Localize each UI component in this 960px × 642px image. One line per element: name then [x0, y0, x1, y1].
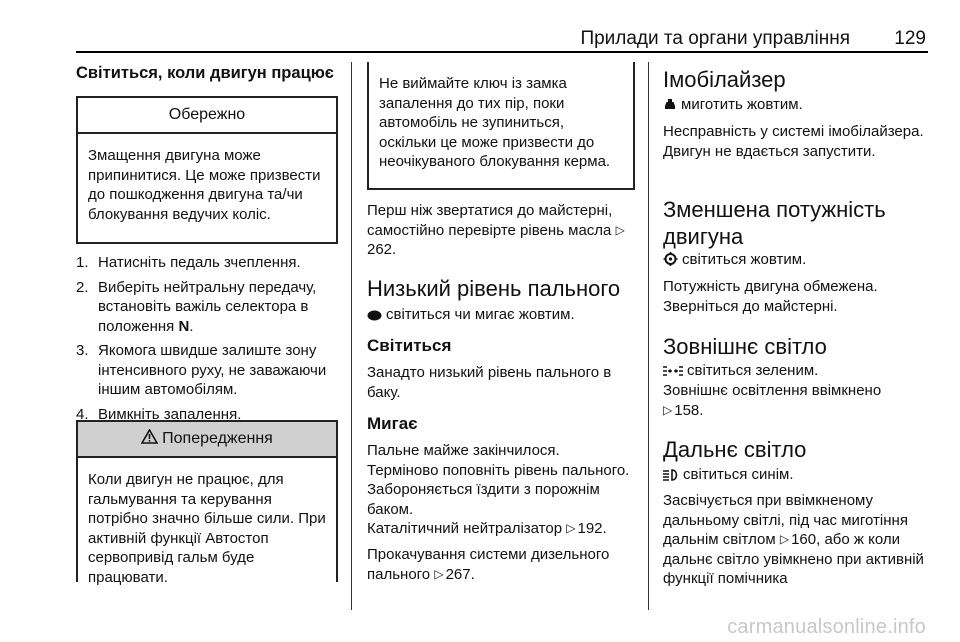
step-text-tail: .: [189, 317, 194, 335]
reduced-power-status: [663, 250, 806, 272]
step-text: Якомога швидше залиште зону інтенсивного руху, не заважаючи іншим автомобілям.: [98, 342, 327, 398]
fuel-indicator-icon: [367, 307, 382, 327]
high-beam-text-a: Засвічується при ввімкненому дальньому світлі, під час миготіння дальнім світлом: [663, 492, 908, 548]
step-number: 3.: [76, 342, 89, 359]
step-text: [98, 278, 338, 337]
engine-gear-icon: [663, 252, 678, 272]
high-beam-text-b: , або ж коли дальнє світло увімкнено при активній функції помічника: [663, 531, 924, 587]
steps-list: [76, 253, 338, 429]
page-number: 129: [894, 28, 926, 49]
column-divider-1: [351, 62, 352, 610]
caution-box: [76, 96, 338, 244]
low-fuel-heading: Низький рівень пального: [367, 276, 621, 301]
oil-check-text: Перш ніж звертатися до майстерні, самостійно перевірте рівень масла: [367, 202, 613, 239]
warning-title: Попередження: [162, 430, 273, 447]
note-box: [367, 62, 635, 190]
step-number: 4.: [76, 405, 89, 423]
warning-box: [76, 420, 338, 586]
reduced-power-heading-line1: Зменшена потужність: [663, 197, 886, 222]
immobilizer-heading: Імобілайзер: [663, 67, 786, 92]
lit-text: Занадто низький рівень пального в баку.: [367, 364, 612, 401]
section-heading: Світиться, коли двигун працює: [76, 64, 334, 82]
page-reference[interactable]: 267.: [445, 565, 475, 583]
reference-arrow-icon: ▷: [566, 521, 576, 535]
exterior-light-status: [663, 361, 818, 383]
reduced-power-text: Потужність двигуна обмежена. Зверніться до майстерні.: [663, 278, 878, 315]
immobilizer-status-text: миготить жовтим.: [681, 96, 803, 113]
page-header: [0, 0, 960, 52]
reference-arrow-icon: ▷: [434, 566, 444, 581]
note-text: Не виймайте ключ із замка запалення до тих пір, поки автомобіль не зупиниться, оскільки це може призвести до неочікуваного блокування керма.: [379, 75, 611, 170]
page-reference[interactable]: 158.: [674, 401, 704, 419]
immobilizer-text: Несправність у системі імобілайзера. Двигун не вдається запустити.: [663, 123, 924, 160]
low-fuel-status: [367, 305, 575, 327]
high-beam-status: [663, 465, 794, 487]
bleed-text: Прокачування системи дизельного пального: [367, 546, 610, 583]
warning-text: Коли двигун не працює, для гальмування та керування потрібно значно більше сили. При активній функції Автостоп сервопривід гальм буде працювати.: [88, 471, 326, 586]
exterior-light-heading: Зовнішнє світло: [663, 334, 827, 359]
side-lights-icon: [663, 363, 683, 383]
oil-check-paragraph: [367, 201, 635, 260]
reference-arrow-icon: ▷: [663, 402, 673, 417]
catalyst-text: Каталітичний нейтралізатор: [367, 520, 563, 537]
warning-triangle-icon: [141, 429, 158, 449]
list-item: [76, 341, 338, 400]
high-beam-heading: Дальнє світло: [663, 437, 807, 462]
high-beam-status-text: світиться синім.: [683, 466, 794, 483]
exterior-light-text-main: Зовнішнє освітлення ввімкнено: [663, 382, 882, 399]
lit-heading: Світиться: [367, 336, 452, 355]
reduced-power-status-text: світиться жовтим.: [682, 251, 807, 268]
page-reference[interactable]: 192.: [577, 520, 607, 537]
page-reference[interactable]: 262.: [367, 241, 397, 258]
reduced-power-heading-line2: двигуна: [663, 224, 744, 249]
watermark: carmanualsonline.info: [727, 616, 926, 638]
low-fuel-status-text: світиться чи мигає жовтим.: [386, 306, 575, 323]
reference-arrow-icon: ▷: [779, 532, 790, 546]
catalyst-paragraph: [367, 519, 635, 539]
warning-header: [78, 422, 336, 458]
gear-position-n: N: [178, 317, 190, 335]
step-text: Вимкніть запалення.: [98, 405, 242, 423]
high-beam-icon: [663, 467, 679, 487]
column-divider-2: [648, 62, 649, 610]
caution-title: Обережно: [78, 98, 336, 134]
page-reference[interactable]: 160: [791, 531, 817, 548]
header-rule: [76, 51, 928, 53]
car-key-icon: [663, 97, 677, 117]
list-item: [76, 253, 338, 273]
caution-text: Змащення двигуна може припинитися. Це може призвести до пошкодження двигуна та/чи блокування ведучих коліс.: [88, 147, 321, 223]
exterior-light-status-text: світиться зеленим.: [687, 362, 819, 379]
exterior-light-text: [663, 381, 933, 420]
step-text-main: Виберіть нейтральну передачу, встановіть важіль селектора в положення: [98, 278, 317, 335]
step-number: 1.: [76, 254, 89, 271]
flash-heading: Мигає: [367, 414, 418, 433]
reduced-power-heading: [663, 196, 886, 250]
reference-arrow-icon: ▷: [615, 222, 625, 237]
bleed-paragraph: [367, 545, 635, 584]
chapter-title: Прилади та органи управління: [580, 28, 850, 49]
step-text: Натисніть педаль зчеплення.: [98, 254, 301, 271]
flash-text: Пальне майже закінчилося. Терміново поповніть рівень пального. Забороняється їздити з порожнім баком.: [367, 442, 630, 518]
step-number: 2.: [76, 278, 89, 296]
list-item: [76, 278, 338, 337]
high-beam-text: [663, 491, 933, 589]
immobilizer-status: [663, 95, 803, 117]
